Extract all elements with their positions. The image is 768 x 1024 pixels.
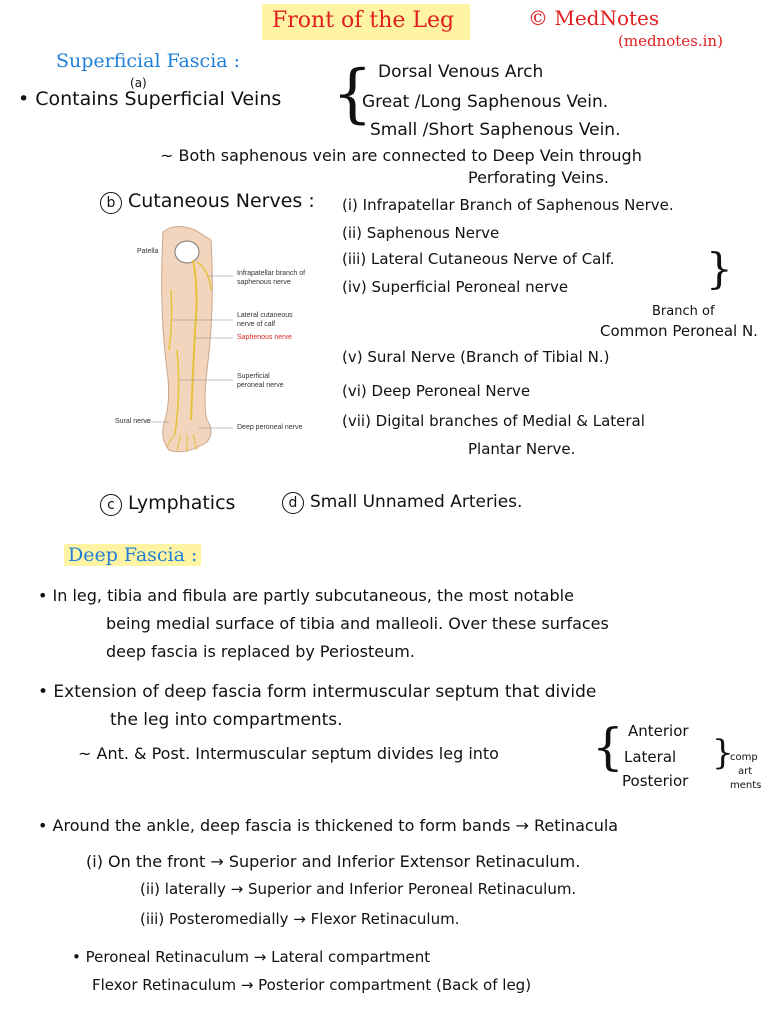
paragraph-line: • In leg, tibia and fibula are partly subcutaneous, the most notable	[38, 586, 574, 605]
note-line: Perforating Veins.	[468, 168, 609, 187]
figure-label: Infrapatellar branch of	[237, 270, 306, 277]
marker-c: c	[100, 494, 122, 516]
nerve-item: (ii) Saphenous Nerve	[342, 224, 500, 242]
paragraph-line: being medial surface of tibia and malleoli. Over these surfaces	[106, 614, 609, 633]
nerve-item: (i) Infrapatellar Branch of Saphenous Nerve.	[342, 196, 674, 214]
vein-item: Small /Short Saphenous Vein.	[370, 120, 621, 140]
septum-line: ~ Ant. & Post. Intermuscular septum divides leg into	[78, 744, 499, 763]
marker-b: b	[100, 192, 122, 214]
paragraph-line: the leg into compartments.	[110, 710, 343, 730]
nerve-item: (vi) Deep Peroneal Nerve	[342, 382, 531, 400]
veins-brace: {	[332, 57, 373, 131]
figure-label: Saphenous nerve	[237, 334, 292, 341]
lymphatics-item: c Lymphatics	[100, 492, 235, 516]
retinaculum-item: (ii) laterally → Superior and Inferior Peroneal Retinaculum.	[140, 880, 577, 898]
vein-item: Dorsal Venous Arch	[378, 62, 544, 82]
marker-d: d	[282, 492, 304, 514]
compartment-item: Posterior	[622, 772, 689, 790]
nerve-item: (vii) Digital branches of Medial & Lateral	[342, 412, 645, 430]
common-peroneal-label: Common Peroneal N.	[600, 322, 758, 340]
superficial-fascia-heading: Superficial Fascia :	[56, 50, 241, 72]
paragraph-line: • Around the ankle, deep fascia is thickened to form bands → Retinacula	[38, 816, 619, 835]
figure-label: Deep peroneal nerve	[237, 424, 303, 431]
compartment-brace-right: }	[712, 733, 734, 773]
summary-line: Flexor Retinaculum → Posterior compartment (Back of leg)	[92, 976, 532, 994]
summary-line: • Peroneal Retinaculum → Lateral compartment	[72, 948, 431, 966]
paragraph-line: deep fascia is replaced by Periosteum.	[106, 642, 415, 661]
comp-label: ments	[730, 780, 762, 791]
nerve-item: (iii) Lateral Cutaneous Nerve of Calf.	[342, 250, 615, 268]
branch-of-label: Branch of	[652, 304, 715, 319]
note-line: ~ Both saphenous vein are connected to Deep Vein through	[160, 146, 642, 165]
retinaculum-item: (iii) Posteromedially → Flexor Retinaculum.	[140, 910, 460, 928]
arteries-item: d Small Unnamed Arteries.	[282, 492, 522, 514]
site-label: (mednotes.in)	[618, 32, 723, 50]
marker-a: (a)	[130, 76, 147, 90]
figure-label: Lateral cutaneous	[237, 312, 293, 319]
figure-label: peroneal nerve	[237, 382, 284, 389]
leg-nerve-figure	[115, 220, 320, 460]
contains-line: • Contains Superficial Veins	[18, 88, 282, 110]
nerve-item: Plantar Nerve.	[468, 440, 576, 458]
cutaneous-nerves-heading: b Cutaneous Nerves :	[100, 190, 315, 214]
vein-item: Great /Long Saphenous Vein.	[362, 92, 609, 112]
retinaculum-item: (i) On the front → Superior and Inferior Extensor Retinaculum.	[86, 852, 581, 871]
comp-label: art	[738, 766, 753, 777]
figure-label: Sural nerve	[115, 418, 151, 425]
paragraph-line: • Extension of deep fascia form intermuscular septum that divide	[38, 682, 597, 702]
figure-label: Patella	[137, 248, 159, 255]
figure-label: saphenous nerve	[237, 279, 291, 286]
compartment-item: Lateral	[624, 748, 677, 766]
deep-fascia-heading: Deep Fascia :	[64, 544, 201, 566]
comp-label: comp	[730, 752, 758, 763]
compartment-brace-left: {	[592, 718, 624, 776]
nerve-item: (v) Sural Nerve (Branch of Tibial N.)	[342, 348, 610, 366]
figure-label: nerve of calf	[237, 321, 276, 328]
page-title: Front of the Leg	[272, 8, 455, 33]
compartment-item: Anterior	[628, 722, 689, 740]
branch-brace: }	[706, 244, 733, 293]
figure-label: Superficial	[237, 373, 270, 380]
nerve-item: (iv) Superficial Peroneal nerve	[342, 278, 569, 296]
brand-label: © MedNotes	[528, 6, 660, 30]
